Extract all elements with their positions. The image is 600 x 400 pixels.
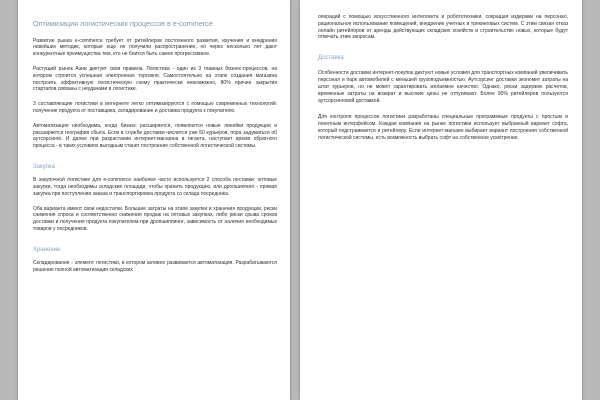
paragraph: Особенности доставки интернет-покупок диктуют новые условия для транспортных компаний увеличивать персонал и парк автомобилей с меньшей грузоподъемностью. Аутсорсинг доставки экономит затраты на штат курьеров, но не может гарантировать желаемое качество. Однако, риски задержек расчетов, временные затраты на возврат и высокие цены не отпугивают. Более 90% ритейлеров пользуются аутсорсинговой доставкой. <box>318 70 568 104</box>
document-page-right <box>300 0 582 400</box>
paragraph: Автоматизация необходима, когда бизнес расширяется, появляются новые линейки продукции и расширяется география сбыта. Если в службе доставки числится уже 50 курьеров, пора задуматься об аутсорсинге. И далее при разрастании интернет-магазина в гиганта, наступает время обратного процесса - в таких условиях выгодным станет построение собственной логистической системы. <box>33 122 277 150</box>
paragraph: Для контроля процессов логистики разработаны специальные программные продукты с простым и понятным интерфейсом. Каждая компания на рынке логистики использует выбранный вариант софта, который подстраивается и ритейлеру. Если интернет-магазин выбирает вариант построения собственной логистической системы, есть возможность выбрать софт на собственное усмотрение. <box>318 114 568 141</box>
paragraph: Развитие рынка e-commerce требует от ритейлеров постоянного развития, изучения и внедрения новейших методик, которые еще не получили распространение, но через несколько лет дают конкурентные преимущества тем, кто не боится быть самое прогрессивное. <box>33 37 277 58</box>
paragraph: Растущий рынок Азии диктует свои правила. Логистика - один из 3 главных бизнес-процессов, на котором строится успешная электронная торговля. Самостоятельно на этапе создания магазина построить эффективную логистическую схему практически невозможно, 80% причин закрытия стартапов связаны с неудачами в логистике. <box>33 66 277 93</box>
paragraph: операций с помощью искусственного интеллекта и робототехники, сокращая издержки на персонал, рациональное использование помещений, внедрение учетных и трекинговых систем. С этим связан отказ онлайн ритейлеров от аренды действующих складских хозяйств и строительство новых, которые будут отвечать этим запросам. <box>318 14 568 41</box>
paragraph: В закупочной логистике для e-commerce наиболее часто используется 2 способа поставки: оптовые закупки, тогда необходимы складские площади, чтобы хранить продукцию, или дропшиппинг - прямая закупка при поступлении заказа и транспортировка продукта со склада посредника. <box>33 177 277 197</box>
section-heading-purchase: Закупка <box>33 164 55 170</box>
document-title: Оптимизация логистических процессов в e-commerce <box>33 19 213 28</box>
paragraph: Складирование - элемент логистики, в котором активно развивается автоматизация. Разрабатываются решения полной автоматизации складских <box>33 259 277 273</box>
section-heading-delivery: Доставка <box>318 55 344 62</box>
document-page-left <box>18 0 290 400</box>
paragraph: Оба варианта имеют свои недостатки. Большие затраты на этапе закупки и хранения продукции, риски снижения спроса и соответственно снижения продаж на оптовых закупках, либо риски срыва сроков доставки и получения продукта покупателем при дропшиппинге, зависимость от наличия необходимых товаров у посредников. <box>33 205 277 232</box>
paragraph: 3 составляющие логистики в интернете легко оптимизируются с помощью современных технологий: получение продукта от поставщика, складирование и доставка продукта к покупателю. <box>33 101 277 115</box>
section-heading-storage: Хранение <box>33 246 61 253</box>
